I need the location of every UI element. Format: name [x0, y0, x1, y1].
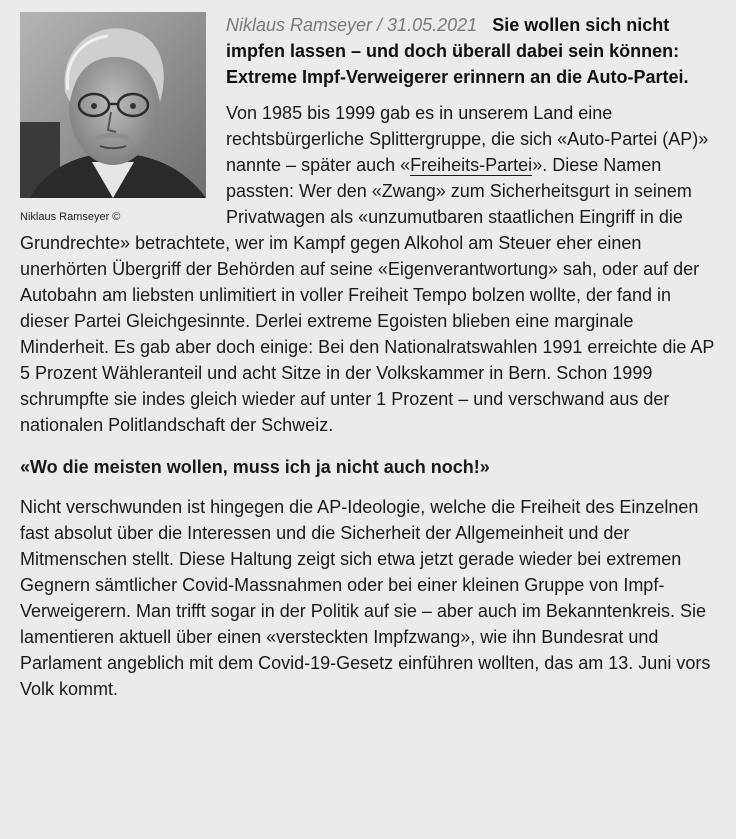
article	[20, 12, 718, 702]
author-figure	[20, 12, 206, 224]
author-photo	[20, 12, 206, 198]
paragraph-1-text-a: Von 1985 bis 1999 gab es in unserem Land eine rechtsbürgerliche Splittergruppe, die sich «Auto-Partei (AP)» nannte – später auch «	[226, 103, 709, 175]
paragraph-1-text-b: ». Diese Namen passten: Wer den «Zwang» zum Sicherheitsgurt in seinem Privatwagen als «unzumutbaren staatlichen Eingriff in die Grundrechte» betrachtete, wer im Kampf gegen Alkohol am Steuer eher einen unerhörten Übergriff der Behörden auf seine «Eigenverantwortung» sah, oder auf der Autobahn am liebsten unlimitiert in voller Freiheit Tempo bolzen wollte, der fand in dieser Partei Gleichgesinnte. Derlei extreme Egoisten blieben eine marginale Minderheit. Es gab aber doch einige: Bei den Nationalratswahlen 1991 erreichte die AP 5 Prozent Wähleranteil und acht Sitze in der Volkskammer in Bern. Schon 1999 schrumpfte sie indes gleich wieder auf unter 1 Prozent – und verschwand aus der nationalen Politlandschaft der Schweiz.	[20, 155, 715, 435]
photo-caption: Niklaus Ramseyer ©	[20, 211, 121, 223]
author-date: Niklaus Ramseyer / 31.05.2021	[226, 15, 478, 35]
section-subheading: «Wo die meisten wollen, muss ich ja nicht auch noch!»	[20, 457, 490, 477]
freiheits-partei-link[interactable]: Freiheits-Partei	[410, 155, 533, 175]
article-title: Sie wollen sich nicht impfen lassen – und doch überall dabei sein können: Extreme Impf-Verweigerer erinnern an die Auto-Partei.	[226, 15, 689, 87]
paragraph-2: Nicht verschwunden ist hingegen die AP-Ideologie, welche die Freiheit des Einzelnen fast absolut über die Interessen und die Sicherheit der Allgemeinheit und der Mitmenschen stellt. Diese Haltung zeigt sich etwa jetzt gerade wieder bei extremen Gegnern sämtlicher Covid-Massnahmen oder bei einer kleinen Gruppe von Impf-Verweigerern. Man trifft sogar in der Politik auf sie – aber auch im Bekanntenkreis. Sie lamentieren aktuell über einen «versteckten Impfzwang», wie ihn Bundesrat und Parlament angeblich mit dem Covid-19-Gesetz einführen wollten, das am 13. Juni vors Volk kommt.	[20, 497, 711, 699]
